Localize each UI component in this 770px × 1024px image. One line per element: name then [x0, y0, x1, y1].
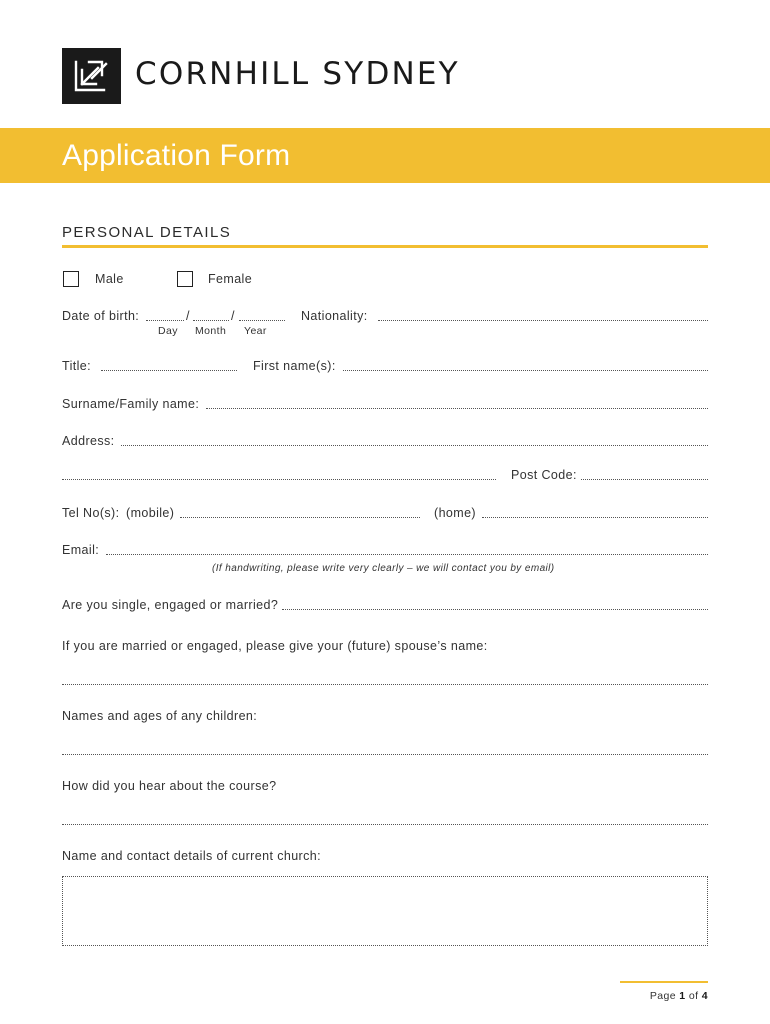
page-word: Page: [649, 990, 676, 1002]
dob-month-hint: Month: [195, 325, 227, 337]
female-label: Female: [208, 272, 253, 286]
female-checkbox[interactable]: [177, 271, 193, 287]
male-label: Male: [95, 272, 124, 286]
address-field[interactable]: [121, 445, 708, 446]
dob-day-field[interactable]: [146, 320, 184, 321]
section-divider: [62, 245, 708, 248]
brand-name: CORNHILL SYDNEY: [135, 56, 460, 92]
dob-label: Date of birth:: [62, 309, 140, 323]
marital-label: Are you single, engaged or married?: [62, 598, 279, 612]
nationality-field[interactable]: [378, 320, 708, 321]
address-label: Address:: [62, 434, 115, 448]
page-number: [620, 990, 708, 1002]
dob-year-hint: Year: [244, 325, 267, 337]
church-details-box[interactable]: [62, 876, 708, 946]
page-current: 1: [679, 990, 686, 1002]
email-field[interactable]: [106, 554, 708, 555]
footer-divider: [620, 981, 708, 983]
children-field[interactable]: [62, 754, 708, 755]
spouse-field[interactable]: [62, 684, 708, 685]
title-label: Title:: [62, 359, 92, 373]
surname-label: Surname/Family name:: [62, 397, 200, 411]
title-field[interactable]: [101, 370, 237, 371]
home-label: (home): [434, 506, 476, 520]
cornhill-arrows-logo-icon: [62, 48, 121, 104]
logo: [62, 48, 121, 104]
heard-field[interactable]: [62, 824, 708, 825]
email-label: Email:: [62, 543, 100, 557]
children-label: Names and ages of any children:: [62, 709, 258, 723]
address-field-line2[interactable]: [62, 479, 496, 480]
post-code-field[interactable]: [581, 479, 708, 480]
male-checkbox[interactable]: [63, 271, 79, 287]
email-note: (If handwriting, please write very clearly – we will contact you by email): [212, 563, 555, 574]
surname-field[interactable]: [206, 408, 708, 409]
section-title: PERSONAL DETAILS: [62, 224, 232, 241]
page-title: Application Form: [62, 139, 291, 172]
dob-separator: /: [231, 309, 235, 323]
tel-label: Tel No(s):: [62, 506, 120, 520]
dob-separator: /: [186, 309, 190, 323]
mobile-label: (mobile): [126, 506, 175, 520]
mobile-field[interactable]: [180, 517, 420, 518]
dob-year-field[interactable]: [239, 320, 285, 321]
first-names-label: First name(s):: [253, 359, 336, 373]
post-code-label: Post Code:: [511, 468, 577, 482]
spouse-label: If you are married or engaged, please give your (future) spouse’s name:: [62, 639, 488, 653]
marital-field[interactable]: [282, 609, 708, 610]
page-total: 4: [701, 990, 708, 1002]
first-names-field[interactable]: [343, 370, 708, 371]
dob-day-hint: Day: [158, 325, 178, 337]
nationality-label: Nationality:: [301, 309, 368, 323]
dob-month-field[interactable]: [193, 320, 229, 321]
of-word: of: [688, 990, 699, 1002]
home-phone-field[interactable]: [482, 517, 708, 518]
heard-label: How did you hear about the course?: [62, 779, 277, 793]
church-label: Name and contact details of current church:: [62, 849, 321, 863]
